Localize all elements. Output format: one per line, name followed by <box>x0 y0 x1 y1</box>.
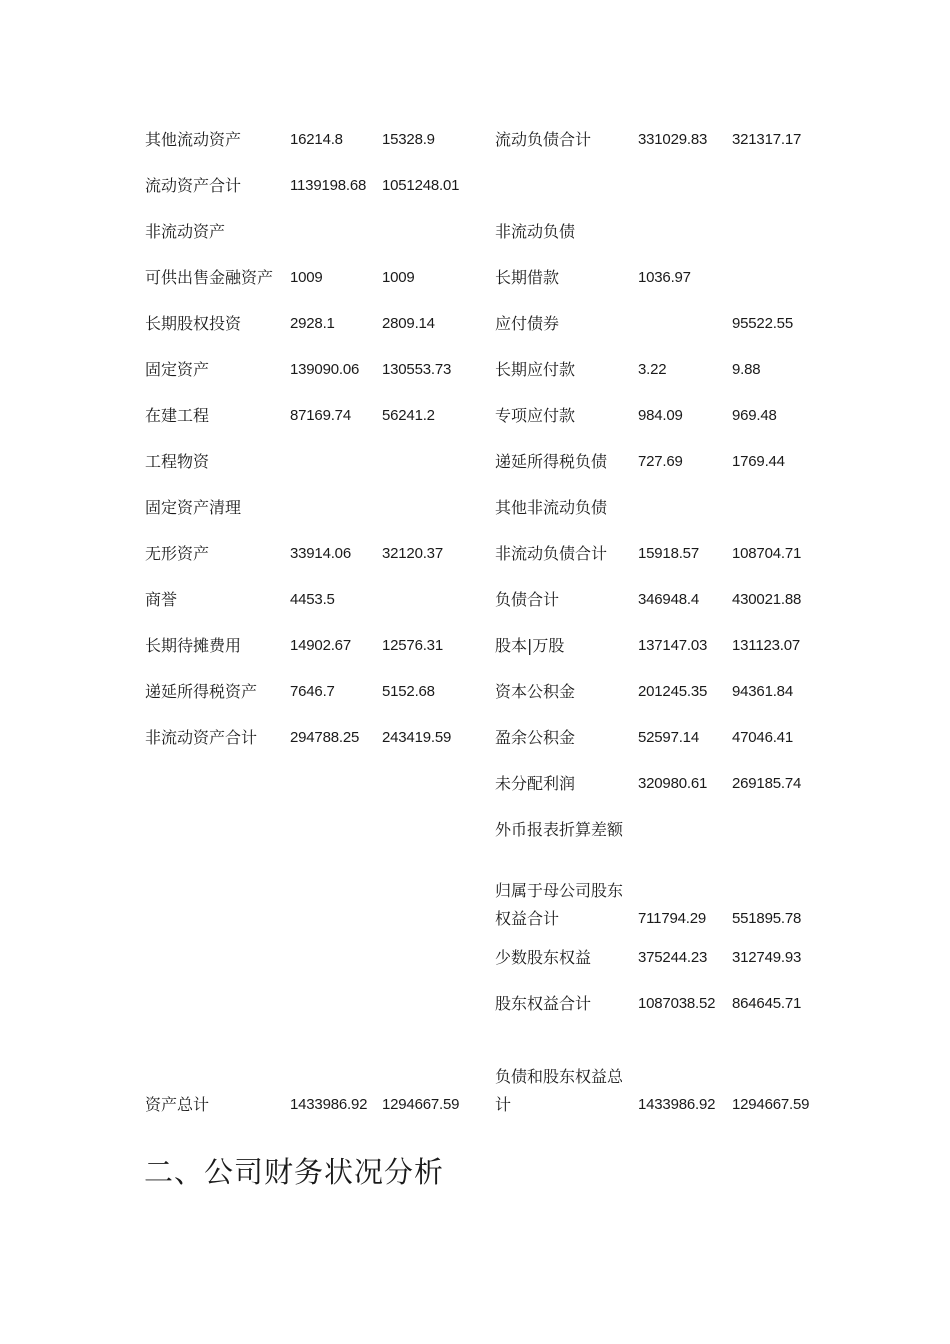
balance-sheet-table <box>140 117 830 1119</box>
liability-label: 少数股东权益 <box>495 948 592 967</box>
liability-previous-value: 131123.07 <box>732 637 800 654</box>
asset-previous-value: 56241.2 <box>382 407 435 424</box>
asset-label <box>140 761 285 807</box>
liability-previous-value: 47046.41 <box>732 729 793 746</box>
asset-label: 非流动资产 <box>145 222 226 241</box>
asset-label: 其他流动资产 <box>145 130 242 149</box>
asset-label: 非流动资产合计 <box>145 728 258 747</box>
asset-current-value <box>285 935 377 981</box>
table-row <box>140 577 830 623</box>
liability-current-value <box>633 807 727 853</box>
asset-label: 流动资产合计 <box>145 176 242 195</box>
table-row <box>140 715 830 761</box>
asset-current-value <box>285 807 377 853</box>
asset-previous-value: 130553.73 <box>382 361 452 378</box>
table-row <box>140 761 830 807</box>
asset-label <box>140 853 285 935</box>
asset-label: 工程物资 <box>145 452 210 471</box>
asset-previous-value <box>377 577 490 623</box>
liability-current-value <box>633 209 727 255</box>
asset-previous-value <box>377 853 490 935</box>
liability-current-value: 15918.57 <box>638 545 699 562</box>
liability-label: 非流动负债 <box>495 222 576 241</box>
asset-previous-value <box>377 981 490 1027</box>
asset-label: 递延所得税资产 <box>145 682 258 701</box>
table-row <box>140 393 830 439</box>
asset-previous-value <box>377 761 490 807</box>
asset-current-value: 139090.06 <box>290 361 360 378</box>
asset-label: 可供出售金融资产 <box>145 268 274 287</box>
table-row <box>140 117 830 163</box>
liability-previous-value: 95522.55 <box>732 315 793 332</box>
table-row <box>140 163 830 209</box>
table-row <box>140 485 830 531</box>
asset-current-value: 7646.7 <box>290 683 335 700</box>
liability-label: 资本公积金 <box>495 682 576 701</box>
asset-previous-value: 5152.68 <box>382 683 435 700</box>
liability-previous-value <box>727 163 830 209</box>
asset-label: 固定资产 <box>145 360 210 379</box>
liability-label: 股东权益合计 <box>495 994 592 1013</box>
liability-previous-value: 269185.74 <box>732 775 802 792</box>
liability-label: 长期应付款 <box>495 360 576 379</box>
table-row <box>140 439 830 485</box>
liability-label: 负债和股东权益总计 <box>495 1067 624 1114</box>
asset-label: 商誉 <box>145 590 178 609</box>
asset-current-value: 87169.74 <box>290 407 351 424</box>
liability-previous-value: 551895.78 <box>732 910 802 927</box>
table-row <box>140 807 830 853</box>
asset-previous-value: 32120.37 <box>382 545 443 562</box>
asset-previous-value <box>377 439 490 485</box>
asset-current-value <box>285 981 377 1027</box>
table-row <box>140 347 830 393</box>
asset-current-value: 1009 <box>290 269 323 286</box>
liability-label: 盈余公积金 <box>495 728 576 747</box>
asset-label <box>140 807 285 853</box>
liability-current-value: 201245.35 <box>638 683 708 700</box>
liability-label: 未分配利润 <box>495 774 576 793</box>
asset-current-value <box>285 209 377 255</box>
liability-current-value: 1036.97 <box>638 269 691 286</box>
asset-current-value <box>285 439 377 485</box>
asset-previous-value: 2809.14 <box>382 315 435 332</box>
asset-current-value <box>285 485 377 531</box>
liability-label: 其他非流动负债 <box>495 498 608 517</box>
liability-label: 非流动负债合计 <box>495 544 608 563</box>
asset-current-value <box>285 761 377 807</box>
liability-current-value: 375244.23 <box>638 949 708 966</box>
asset-label: 资产总计 <box>145 1095 210 1114</box>
liability-previous-value: 1769.44 <box>732 453 785 470</box>
liability-previous-value: 321317.17 <box>732 131 802 148</box>
asset-previous-value: 12576.31 <box>382 637 443 654</box>
liability-previous-value: 94361.84 <box>732 683 793 700</box>
asset-current-value: 16214.8 <box>290 131 343 148</box>
table-row <box>140 981 830 1027</box>
asset-current-value: 14902.67 <box>290 637 351 654</box>
liability-label: 股本|万股 <box>495 636 565 655</box>
liability-previous-value: 1294667.59 <box>732 1096 810 1113</box>
table-row <box>140 669 830 715</box>
liability-current-value: 52597.14 <box>638 729 699 746</box>
liability-current-value: 3.22 <box>638 361 667 378</box>
asset-label <box>140 935 285 981</box>
table-row <box>140 623 830 669</box>
liability-previous-value: 430021.88 <box>732 591 802 608</box>
table-row <box>140 1027 830 1119</box>
liability-label: 递延所得税负债 <box>495 452 608 471</box>
liability-current-value: 331029.83 <box>638 131 708 148</box>
liability-label: 外币报表折算差额 <box>495 820 624 839</box>
asset-previous-value <box>377 209 490 255</box>
liability-previous-value: 969.48 <box>732 407 777 424</box>
liability-previous-value: 108704.71 <box>732 545 802 562</box>
asset-previous-value <box>377 935 490 981</box>
asset-current-value: 33914.06 <box>290 545 351 562</box>
asset-current-value: 2928.1 <box>290 315 335 332</box>
liability-current-value: 320980.61 <box>638 775 708 792</box>
liability-current-value <box>633 163 727 209</box>
liability-label: 长期借款 <box>495 268 560 287</box>
liability-current-value: 727.69 <box>638 453 683 470</box>
liability-label: 专项应付款 <box>495 406 576 425</box>
liability-current-value: 1433986.92 <box>638 1096 716 1113</box>
table-row <box>140 531 830 577</box>
liability-previous-value <box>727 485 830 531</box>
asset-label: 无形资产 <box>145 544 210 563</box>
liability-current-value: 1087038.52 <box>638 995 716 1012</box>
liability-label: 归属于母公司股东权益合计 <box>495 881 624 928</box>
liability-label: 负债合计 <box>495 590 560 609</box>
liability-current-value: 346948.4 <box>638 591 699 608</box>
asset-current-value: 294788.25 <box>290 729 360 746</box>
asset-current-value <box>285 853 377 935</box>
asset-current-value: 1139198.68 <box>290 177 367 194</box>
asset-previous-value <box>377 485 490 531</box>
asset-current-value: 4453.5 <box>290 591 335 608</box>
asset-previous-value: 15328.9 <box>382 131 435 148</box>
asset-previous-value: 243419.59 <box>382 729 452 746</box>
liability-current-value: 137147.03 <box>638 637 708 654</box>
table-row <box>140 301 830 347</box>
asset-label <box>140 981 285 1027</box>
liability-previous-value <box>727 807 830 853</box>
asset-previous-value: 1051248.01 <box>382 177 460 194</box>
asset-previous-value: 1294667.59 <box>382 1096 460 1113</box>
asset-current-value: 1433986.92 <box>290 1096 368 1113</box>
table-row <box>140 255 830 301</box>
liability-current-value <box>633 301 727 347</box>
asset-previous-value <box>377 807 490 853</box>
table-row <box>140 935 830 981</box>
liability-label: 应付债券 <box>495 314 560 333</box>
liability-previous-value: 864645.71 <box>732 995 802 1012</box>
asset-label: 长期股权投资 <box>145 314 242 333</box>
asset-label: 固定资产清理 <box>145 498 242 517</box>
liability-previous-value: 9.88 <box>732 361 761 378</box>
liability-current-value: 711794.29 <box>638 910 706 927</box>
liability-previous-value <box>727 255 830 301</box>
asset-previous-value: 1009 <box>382 269 415 286</box>
liability-label: 流动负债合计 <box>495 130 592 149</box>
asset-label: 在建工程 <box>145 406 210 425</box>
asset-label: 长期待摊费用 <box>145 636 242 655</box>
liability-label <box>490 163 633 209</box>
liability-previous-value <box>727 209 830 255</box>
liability-current-value: 984.09 <box>638 407 683 424</box>
section-heading: 二、公司财务状况分析 <box>144 1155 445 1189</box>
liability-current-value <box>633 485 727 531</box>
table-row <box>140 209 830 255</box>
table-row <box>140 853 830 935</box>
liability-previous-value: 312749.93 <box>732 949 802 966</box>
